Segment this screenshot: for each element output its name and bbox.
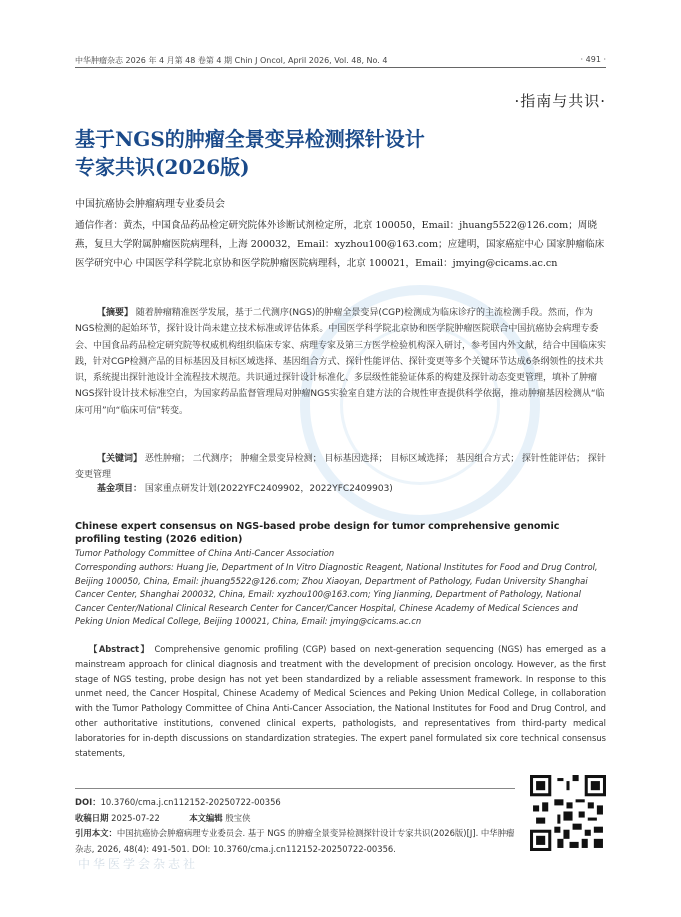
doi-line — [75, 795, 515, 811]
keywords-cn-label: 【关键词】 — [97, 454, 143, 464]
citation-label: 引用本文： — [75, 828, 117, 838]
section-tag: ·指南与共识· — [514, 92, 606, 110]
english-abstract-text: Comprehensive genomic profiling (CGP) based on next-generation sequencing (NGS) has emerged as a mainstream approach for clinical diagnosis and treatment with the development of precision oncology. However, as the first stage of NGS testing, probe design has not yet been standardized by a reliable assessment framework. In response to this unmet need, the Cancer Hospital, Chinese Academy of Medical Sciences and Peking Union Medical College, in collaboration with the Tumor Pathology Committee of China Anti-Cancer Association, the National Institutes for Food and Drug Control, and other authoritative institutions, convened clinical experts, pathologists, and representatives from third-party medical laboratories for in-depth discussions on standardization strategies. The expert panel formulated six core technical consensus statements, — [75, 644, 606, 758]
page-title — [75, 125, 595, 181]
citation-line — [75, 826, 515, 857]
citation-text: 中国抗癌协会肿瘤病理专业委员会. 基于 NGS 的肿瘤全景变异检测探针设计专家共识(2026版)[J]. 中华肿瘤杂志, 2026, 48(4): 491-501. DOI: 10.3760/cma.j.cn112152-20250722-00356. — [75, 828, 515, 854]
english-corresponding-authors: Corresponding authors: Huang Jie, Department of In Vitro Diagnostic Reagent, National Institutes for Food and Drug Control, Beijing 100050, China, Email: jhuang5522@126.com; Zhou Xiaoyan, Department of Pathology, Fudan University Shanghai Cancer Center, Shanghai 200032, China, Email: xyzhou100@163.com; Ying Jianming, Department of Pathology, National Cancer Center/National Clinical Research Center for Cancer/Cancer Hospital, Chinese Academy of Medical Sciences and Peking Union Medical College, Beijing 100021, China, Email: jmying@cicams.ac.cn — [75, 562, 598, 627]
abstract-cn-label: 【摘要】 — [97, 308, 134, 318]
english-abstract — [75, 642, 606, 760]
journal-citation: 中华肿瘤杂志 2026 年 4 月第 48 卷第 4 期 Chin J Oncol, April 2026, Vol. 48, No. 4 — [75, 56, 388, 65]
corresponding-authors: 通信作者：黄杰，中国食品药品检定研究院体外诊断试剂检定所，北京 100050，Email：jhuang5522@126.com；周晓燕，复旦大学附属肿瘤医院病理科，上海 200032，Email：xyzhou100@163.com；应建明，国家癌症中心 国家肿瘤临床医学研究中心 中国医学科学院北京协和医学院肿瘤医院病理科，北京 100021，Email：jmying@cicams.ac.cn — [75, 220, 605, 269]
title-line-2: 专家共识(2026版) — [75, 155, 250, 179]
editor-name: 殷宝侠 — [225, 812, 251, 823]
keywords-cn — [75, 451, 606, 484]
qr-code-icon[interactable] — [530, 775, 606, 851]
editor-label: 本文编辑 — [189, 812, 223, 823]
received-line — [75, 811, 515, 827]
doi-link[interactable]: 10.3760/cma.j.cn112152-20250722-00356 — [100, 797, 281, 807]
author-organization: 中国抗癌协会肿瘤病理专业委员会 — [75, 199, 225, 210]
footer-divider — [75, 788, 515, 789]
funding-cn-label: 基金项目： — [97, 484, 143, 494]
page-number: · 491 · — [580, 55, 606, 64]
title-line-1: 基于NGS的肿瘤全景变异检测探针设计 — [75, 127, 425, 151]
publisher-logo: 中华医学会杂志社 — [78, 857, 199, 871]
english-title: Chinese expert consensus on NGS-based probe design for tumor comprehensive genomic profiling testing (2026 edition) — [75, 521, 560, 545]
english-abstract-label: 【Abstract】 — [89, 644, 151, 654]
header-divider — [75, 67, 606, 68]
funding-cn — [97, 481, 393, 494]
abstract-cn — [75, 305, 606, 419]
received-label: 收稿日期 — [75, 812, 109, 823]
funding-cn-text: 国家重点研发计划(2022YFC2409902，2022YFC2409903) — [144, 484, 393, 494]
article-footer — [75, 795, 515, 857]
english-organization: Tumor Pathology Committee of China Anti-Cancer Association — [75, 548, 335, 558]
doi-label: DOI： — [75, 797, 101, 807]
abstract-cn-text: 随着肿瘤精准医学发展，基于二代测序(NGS)的肿瘤全景变异(CGP)检测成为临床诊疗的主流检测手段。然而，作为NGS检测的起始环节，探针设计尚未建立技术标准或评估体系。中国医学科学院北京协和医学院肿瘤医院联合中国抗癌协会病理专委会、中国食品药品检定研究院等权威机构组织临床专家、病理专家及第三方医学检验机构深入研讨，参考国内外文献，结合中国临床实践，针对CGP检测产品的目标基因及目标区域选择、基因组合方式、探针性能评估、探针变更等多个关键环节达成6条纲领性的技术共识，系统提出探针池设计全流程技术规范。共识通过探针设计标准化、多层级性能验证体系的构建及探针动态变更管理，填补了肿瘤NGS探针设计技术标准空白，为国家药品监督管理局对肿瘤NGS实验室自建方法的合规性审查提供科学依据，推动肿瘤基因检测从“临床可用”向“临床可信”转变。 — [75, 308, 607, 416]
received-date: 2025-07-22 — [111, 812, 160, 823]
keywords-cn-text: 恶性肿瘤； 二代测序； 肿瘤全景变异检测； 目标基因选择； 目标区域选择； 基因组合方式； 探针性能评估； 探针变更管理 — [75, 454, 606, 481]
